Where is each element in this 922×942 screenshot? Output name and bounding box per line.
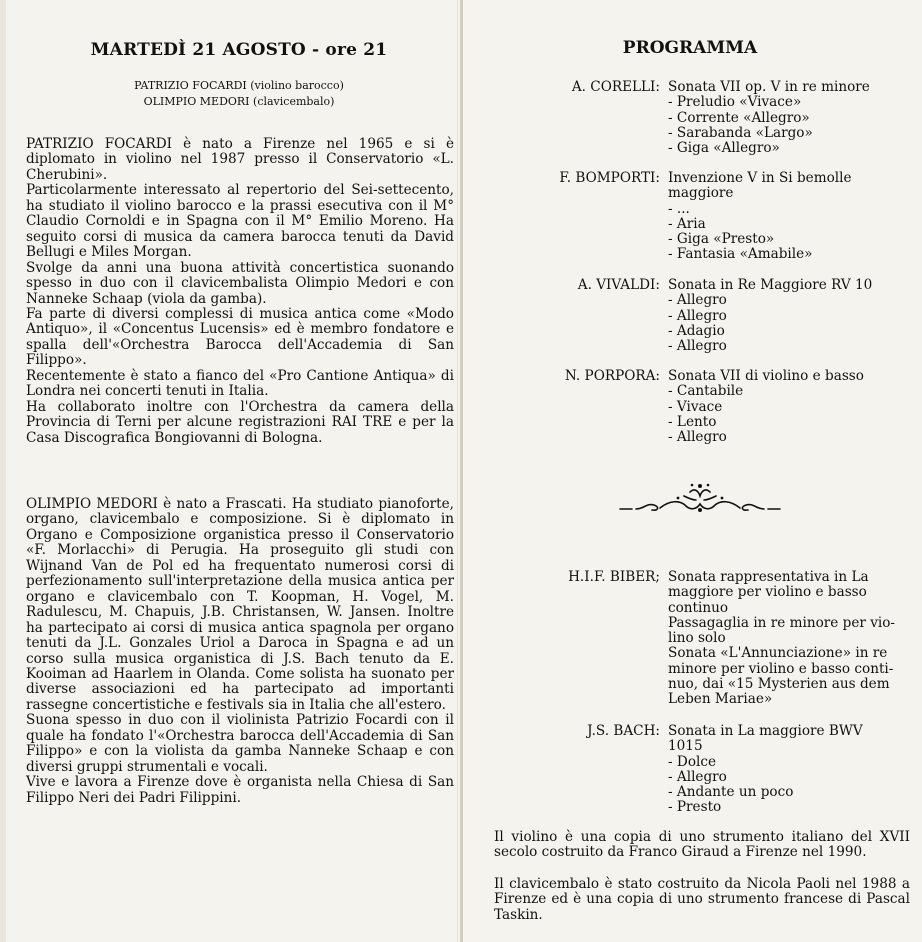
composer-name: H.I.F. BIBER; [568, 569, 660, 585]
work-line: - Aria [668, 215, 706, 232]
work-line: - Allegro [668, 768, 727, 785]
composer-name: N. PORPORA: [564, 368, 660, 384]
work-line: Sonata in La maggiore BWV [668, 723, 863, 739]
work-line: 1015 [668, 738, 703, 755]
bio-paragraph: Suona spesso in duo con il violinista Patrizio Focardi con il quale ha fondato l'«Orchestra barocca dell'Accademia di San Filippo» e con la violista da gamba Nanneke Schaap e con diversi gruppi strumentali e vocali. [26, 712, 454, 775]
work-line: - Preludio «Vivace» [668, 94, 802, 111]
work-details [668, 570, 898, 708]
work-line: - Allegro [668, 338, 727, 355]
work-line: maggiore [668, 185, 734, 202]
concert-title: MARTEDÌ 21 AGOSTO - ore 21 [90, 40, 388, 60]
work-line: lino solo [668, 630, 726, 647]
work-line: maggiore per violino e basso [668, 584, 867, 601]
composer-name: F. BOMPORTI: [559, 170, 660, 186]
work-details [668, 80, 898, 156]
bio-paragraph: Ha collaborato inoltre con l'Orchestra da camera della Provincia di Terni per alcune registrazioni RAI TRE e per la Casa Discografica Bongiovanni di Bologna. [26, 398, 454, 446]
page-edge [0, 0, 6, 942]
work-line: Leben Mariae» [668, 691, 773, 708]
instrument-note-violin: Il violino è una copia di uno strumento italiano del XVII secolo costruito da Franco Giraud a Firenze nel 1990. [494, 829, 910, 861]
work-line: - Vivace [668, 398, 723, 415]
work-line: - Giga «Allegro» [668, 140, 780, 157]
program-title: PROGRAMMA [622, 38, 758, 58]
bio-focardi [26, 137, 454, 446]
composer-name: A. CORELLI: [571, 79, 660, 95]
work-details [668, 369, 898, 445]
bio-paragraph: Vive e lavora a Firenze dove è organista nella Chiesa di San Filippo Neri dei Padri Filippini. [26, 774, 454, 806]
work-line: - Fantasia «Amabile» [668, 246, 813, 263]
work-line: Sonata VII di violino e basso [668, 368, 864, 384]
composer-name: J.S. BACH: [587, 723, 660, 739]
work-line: Sonata rappresentativa in La [668, 569, 869, 585]
fold-shadow [457, 0, 458, 942]
work-details [668, 171, 898, 263]
performer-violin: PATRIZIO FOCARDI (violino barocco) [134, 79, 344, 92]
work-details [668, 724, 898, 816]
work-line: - Giga «Presto» [668, 231, 775, 248]
bio-paragraph: OLIMPIO MEDORI è nato a Frascati. Ha studiato pianoforte, organo, clavicembalo e composizione. Si è diplomato in Organo e Composizione organistica presso il Conservatorio «F. Morlacchi» di Perugia. Ha proseguito gli studi con Wijnand Van de Pol ed ha frequentato numerosi corsi di perfezionamento sull'interpretazione della musica antica per organo e clavicembalo con T. Koopman, H. Vogel, M. Radulescu, M. Chapuis, J.B. Christansen, W. Jansen. Inoltre ha partecipato ai corsi di musica antica spagnola per organo tenuti da J.L. Gonzales Uriol a Daroca in Spagna e ad un corso sulla musica organistica di J.S. Bach tenuto da E. Kooiman ad Haarlem in Olanda. Come solista ha suonato per diverse associazioni ed ha partecipato ad importanti rassegne concertistiche e festivals sia in Italia che all'estero. [26, 496, 454, 713]
work-line: - Allegro [668, 307, 727, 324]
work-line: Invenzione V in Si bemolle [668, 170, 852, 186]
ornament-flourish-icon [600, 478, 800, 518]
work-line: - Adagio [668, 322, 725, 339]
work-line: Sonata VII op. V in re minore [668, 79, 870, 95]
work-line: - Cantabile [668, 383, 744, 400]
work-line: - ... [668, 200, 690, 217]
bio-medori [26, 497, 454, 806]
bio-paragraph: Recentemente è stato a fianco del «Pro Cantione Antiqua» di Londra nei concerti tenuti in Italia. [26, 367, 454, 400]
work-line: continuo [668, 599, 729, 616]
instrument-note-harpsichord: Il clavicembalo è stato costruito da Nicola Paoli nel 1988 a Firenze ed è una copia di uno strumento francese di Pascal Taskin. [494, 876, 910, 923]
work-line: Passagaglia in re minore per vio- [668, 614, 896, 631]
work-line: - Allegro [668, 429, 727, 446]
work-line: - Presto [668, 799, 722, 816]
work-line: - Allegro [668, 292, 727, 309]
composer-name: A. VIVALDI: [577, 277, 660, 293]
bio-paragraph: PATRIZIO FOCARDI è nato a Firenze nel 1965 e si è diplomato in violino nel 1987 presso il Conservatorio «L. Cherubini». [26, 136, 454, 183]
performer-harpsichord: OLIMPIO MEDORI (clavicembalo) [143, 95, 335, 108]
work-line: Sonata «L'Annunciazione» in re [668, 645, 888, 662]
bio-paragraph: Particolarmente interessato al repertorio del Sei-settecento, ha studiato il violino barocco e la prassi esecutiva con il M° Claudio Cornoldi e in Spagna con il M° Emilio Moreno. Ha seguito corsi di musica da camera barocca tenuti da David Bellugi e Miles Morgan. [26, 182, 454, 261]
work-line: Sonata in Re Maggiore RV 10 [668, 277, 873, 293]
work-line: - Andante un poco [668, 784, 794, 801]
bio-paragraph: Fa parte di diversi complessi di musica antica come «Modo Antiquo», il «Concentus Lucensis» ed è membro fondatore e spalla dell'«Orchestra Barocca dell'Accademia di San Filippo». [26, 305, 454, 369]
bio-paragraph: Svolge da anni una buona attività concertistica suonando spesso in duo con il clavicembalista Olimpio Medori e con Nanneke Schaap (viola da gamba). [26, 259, 454, 307]
work-line: - Sarabanda «Largo» [668, 124, 813, 141]
work-line: - Dolce [668, 753, 717, 770]
work-line: - Corrente «Allegro» [668, 109, 810, 126]
page-fold [460, 0, 463, 942]
work-line: nuo, dai «15 Mysterien aus dem [668, 676, 890, 693]
work-line: minore per violino e basso conti- [668, 660, 894, 677]
work-details [668, 278, 898, 354]
work-line: - Lento [668, 413, 717, 430]
